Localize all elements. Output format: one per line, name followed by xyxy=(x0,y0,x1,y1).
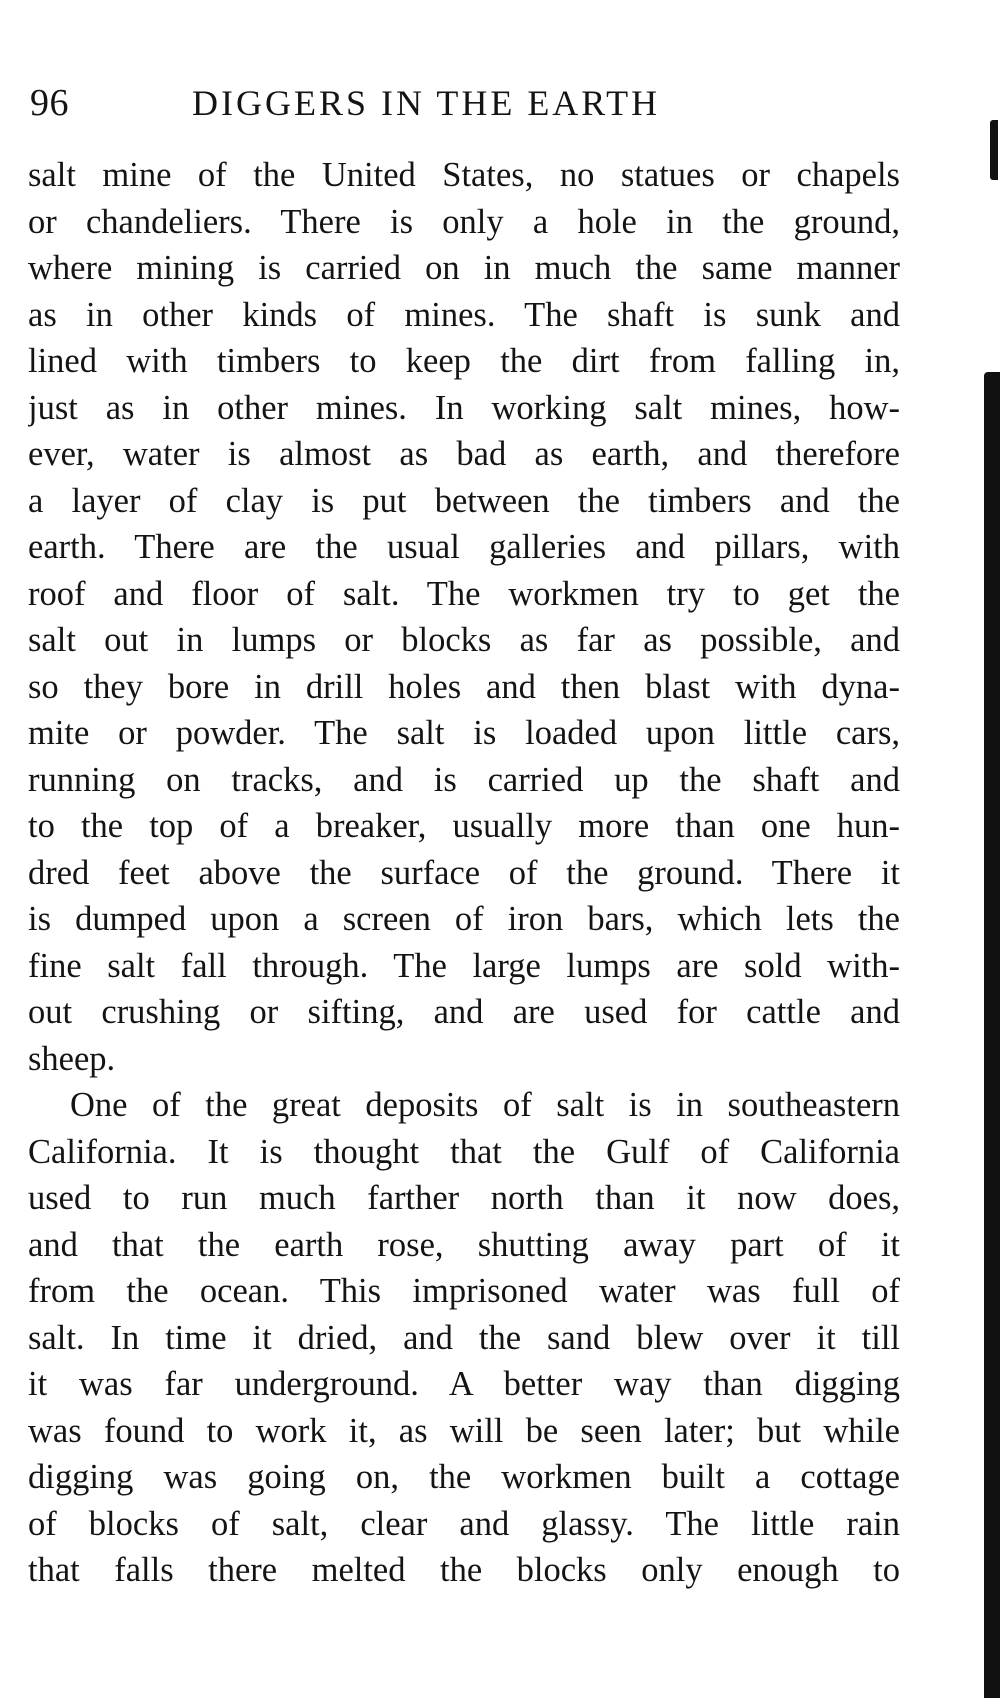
text-line: ever, water is almost as bad as earth, and therefore xyxy=(28,435,900,473)
page-number: 96 xyxy=(30,82,69,124)
text-line: lined with timbers to keep the dirt from falling in, xyxy=(28,342,900,380)
running-head: DIGGERS IN THE EARTH xyxy=(192,83,661,123)
text-line: from the ocean. This imprisoned water was full of xyxy=(28,1272,900,1310)
text-line: where mining is carried on in much the same manner xyxy=(28,249,900,287)
page-edge-shadow xyxy=(984,372,1000,1698)
paragraph-start-line: One of the great deposits of salt is in southeastern xyxy=(70,1086,900,1124)
text-line: salt out in lumps or blocks as far as possible, and xyxy=(28,621,900,659)
text-line: as in other kinds of mines. The shaft is sunk and xyxy=(28,295,900,334)
text-line: fine salt fall through. The large lumps are sold with- xyxy=(28,946,900,985)
text-line: mite or powder. The salt is loaded upon little cars, xyxy=(28,714,900,752)
text-line: is dumped upon a screen of iron bars, which lets the xyxy=(28,900,900,938)
text-line: or chandeliers. There is only a hole in the ground, xyxy=(28,202,900,241)
text-line: just as in other mines. In working salt mines, how- xyxy=(28,388,900,427)
text-line: salt. In time it dried, and the sand blew over it till xyxy=(28,1318,900,1357)
text-line: of blocks of salt, clear and glassy. The little rain xyxy=(28,1504,900,1543)
text-line: digging was going on, the workmen built a cottage xyxy=(28,1458,900,1496)
text-line: roof and floor of salt. The workmen try to get the xyxy=(28,574,900,613)
text-line: California. It is thought that the Gulf of California xyxy=(28,1132,900,1171)
text-line: it was far underground. A better way than digging xyxy=(28,1365,900,1403)
paragraph-end-line: sheep. xyxy=(28,1039,116,1078)
text-line: to the top of a breaker, usually more than one hun- xyxy=(28,807,900,845)
text-line: and that the earth rose, shutting away part of it xyxy=(28,1225,900,1264)
text-line: dred feet above the surface of the ground. There it xyxy=(28,853,900,892)
text-line: a layer of clay is put between the timbers and the xyxy=(28,481,900,520)
text-line: salt mine of the United States, no statues or chapels xyxy=(28,156,900,194)
text-line: was found to work it, as will be seen later; but while xyxy=(28,1411,900,1450)
text-line: out crushing or sifting, and are used for cattle and xyxy=(28,993,900,1031)
page-header xyxy=(30,78,900,128)
text-line: running on tracks, and is carried up the shaft and xyxy=(28,760,900,799)
page-edge-shadow-top xyxy=(990,120,998,180)
text-line: so they bore in drill holes and then blast with dyna- xyxy=(28,667,900,706)
body-text xyxy=(28,152,900,1594)
text-line: that falls there melted the blocks only enough to xyxy=(28,1551,900,1589)
text-line: earth. There are the usual galleries and pillars, with xyxy=(28,528,900,566)
text-line: used to run much farther north than it now does, xyxy=(28,1179,900,1217)
